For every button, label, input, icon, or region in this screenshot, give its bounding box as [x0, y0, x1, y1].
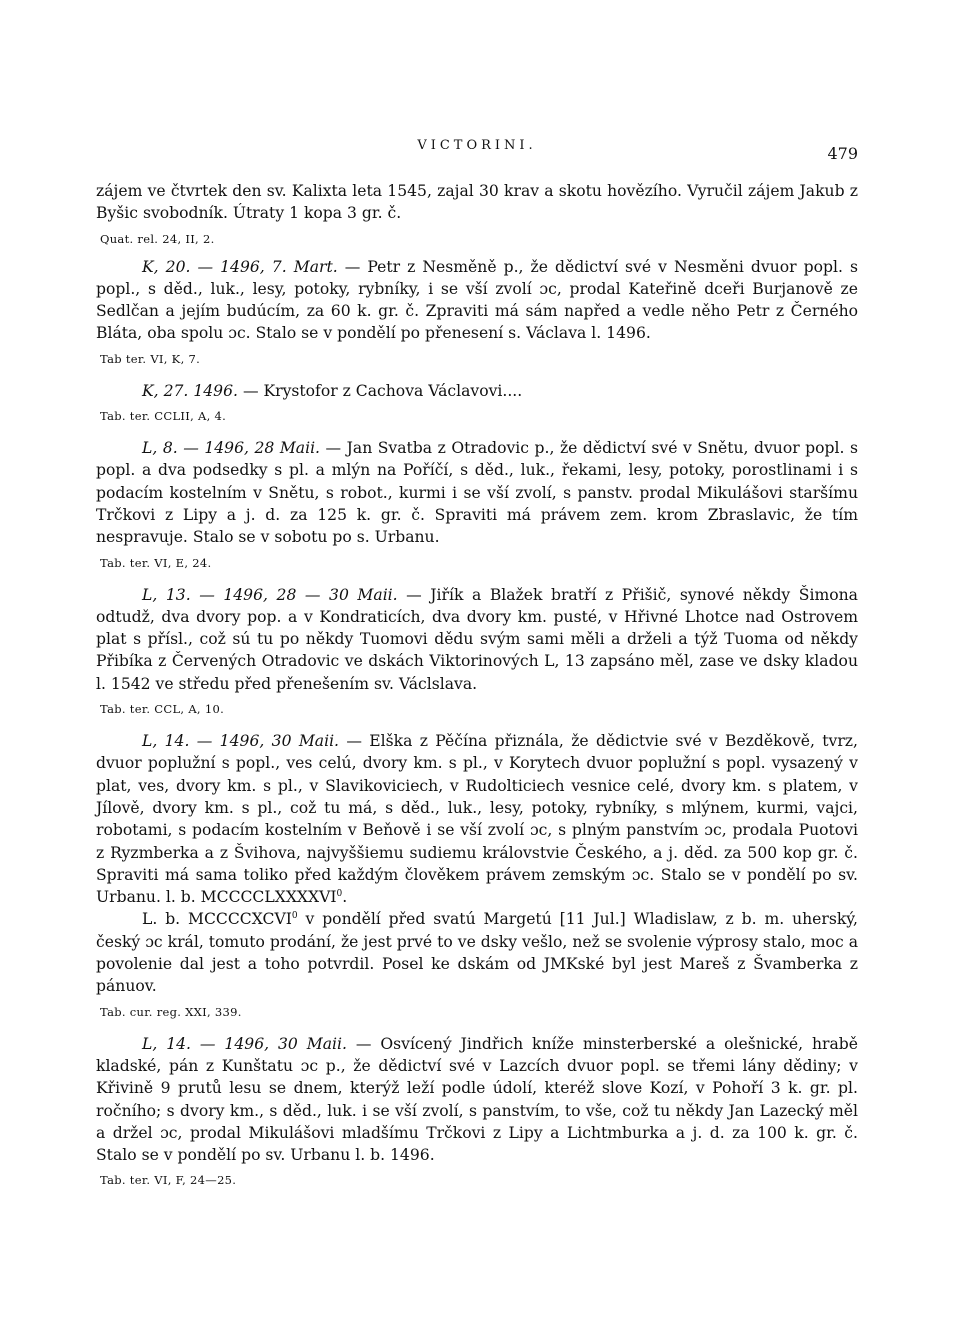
entry-reference: Quat. rel. 24, II, 2.: [100, 231, 215, 246]
entry-reference: Tab. ter. CCL, A, 10.: [100, 702, 225, 717]
entry-text: [96, 437, 858, 548]
entry: [96, 1033, 858, 1190]
entry-body: — Osvícený Jindřich kníže minsterberské a olešnické, hrabě kladské, pán z Kunštatu ɔc p., že dědictví své v Lazcích dvuor popl. se třemi lány dědiny; v Křivině 9 prutů lesu se dnem, kterýž leží podle údolí, kteréž slove Kozí, v Pohoří 3 k. gr. pl. ročního; s dvory km., s děd., luk. i se vší zvolí, s panstvím, to vše, což tu někdy Jan Lazecký měl a držel ɔc, prodal Mikulášovi mladšímu Trčkovi z Lipy a Lichtmburka a j. d. za 100 k. gr. č. Stalo se v pondělí po sv. Urbanu l. b. 1496.: [96, 1034, 859, 1165]
entry-reference: Tab. ter. VI, F, 24—25.: [100, 1173, 237, 1188]
entry-text: [96, 730, 858, 908]
entry-text: [96, 584, 858, 695]
continuation-start: L. b. MCCCCXCVI: [142, 910, 292, 929]
document-page: [96, 138, 858, 1189]
entry-heading: L, 14. — 1496, 30 Maii.: [142, 1034, 347, 1053]
entry-text: [96, 380, 858, 402]
entry: [96, 256, 858, 368]
entry-reference: Tab. cur. reg. XXI, 339.: [100, 1004, 242, 1019]
entry-body: — Elška z Pěčína přiznála, že dědictvie své v Bezděkově, tvrz, dvuor poplužní s popl., ves celú, dvory km. s pl., v Korytech dvuor poplužní s popl. vysazený v plat, ves, dvory km. s pl., v Slavikoviciech, v Rudolticiech vesnice celé, dvory km. s platem, v Jílově, dvory km. s pl., což tu má, s děd., luk., lesy, potoky, rybníky, s mlýnem, kurmi, vajci, robotami, s podacím kostelním v Beňově i se vší zvolí ɔc, s plným panstvím ɔc, prodala Puotovi z Ryzmberka a z Švihova, najvyššiemu sudiemu královstvie Českého, a j. děd. za 500 kop gr. č. Spraviti má sama toliko před každým člověkem právem zemským ɔc. Stalo se v pondělí po sv. Urbanu. l. b. MCCCCLXXXXVI: [96, 732, 858, 907]
continuation-body: v pondělí před svatú Margetú [11 Jul.] Wladislaw, z b. m. uherský, český ɔc král, tomuto prodání, že jest prvé to ve dsky vešlo, než se svolenie výprosy stalo, moc a povolenie dal jest a toho potvrdil. Posel ke dskám od JMKské byl jest Mareš z Švamberka z pánuov.: [96, 910, 858, 996]
entry-text: [96, 256, 858, 345]
superscript: 0: [336, 888, 343, 899]
entry-heading: K, 27. 1496.: [142, 381, 238, 400]
entry-reference: Tab ter. VI, K, 7.: [100, 351, 201, 366]
entry: [96, 180, 858, 248]
page-header: [96, 138, 858, 168]
entry-heading: K, 20. — 1496, 7. Mart.: [142, 257, 338, 276]
entry: [96, 380, 858, 425]
entry-text: [96, 1033, 858, 1167]
entry-heading: L, 13. — 1496, 28 — 30 Maii.: [142, 585, 398, 604]
entry-text: [96, 180, 858, 225]
entry: [96, 730, 858, 1021]
running-title: VICTORINI.: [417, 138, 537, 153]
entry: [96, 584, 858, 718]
page-number: 479: [827, 144, 858, 163]
entry-body-end: .: [342, 888, 348, 907]
entry-body: — Petr z Nesměně p., že dědictví své v Nesměni dvuor popl. s popl., s děd., luk., lesy, potoky, rybníky, i se vší zvolí ɔc, prodal Kateřině dceři Burjanově ze Sedlčan a jejím budúcím, za 60 k. gr. č. Zpraviti má sám napřed a vedle něho Petr z Černého Bláta, oba spolu ɔc. Stalo se v pondělí po přenesení s. Václava l. 1496.: [96, 257, 858, 343]
entry-body: zájem ve čtvrtek den sv. Kalixta leta 1545, zajal 30 krav a skotu hovězího. Vyručil zájem Jakub z Byšic svobodník. Útraty 1 kopa 3 gr. č.: [96, 182, 858, 223]
entry: [96, 437, 858, 571]
entry-body: — Jan Svatba z Otradovic p., že dědictví své v Snětu, dvuor popl. s popl. a dva podsedky s pl. a mlýn na Poříčí, s děd., luk., řekami, lesy, potoky, porostlinami i s podacím kostelním v Snětu, s robot., kurmi i se vší zvolí, s panstv. prodal Mikulášovi staršímu Trčkovi z Lipy a j. d. za 125 k. gr. č. Spraviti má právem zem. krom Zbraslavic, že tím nespravuje. Stalo se v sobotu po s. Urbanu.: [96, 439, 858, 547]
entry-body: — Jiřík a Blažek bratří z Přišič, synové někdy Šimona odtudž, dva dvory pop. a v Kondraticích, dva dvory km. pusté, v Hřivné Lhotce nad Ostrovem plat s přísl., což sú tu po někdy Tuomovi dědu svým sami měli a drželi a týž Tuoma od někdy Přibíka z Červených Otradovic ve dskách Viktorinových L, 13 zapsáno měl, zase ve dsky kladou l. 1542 ve středu před přenešením sv. Václslava.: [96, 585, 858, 693]
entry-reference: Tab. ter. CCLII, A, 4.: [100, 409, 227, 424]
entry-continuation: [96, 908, 858, 997]
entry-reference: Tab. ter. VI, E, 24.: [100, 555, 212, 570]
entry-heading: L, 14. — 1496, 30 Maii.: [142, 732, 340, 751]
entry-heading: L, 8. — 1496, 28 Maii.: [142, 439, 321, 458]
superscript: 0: [291, 911, 298, 922]
entry-body: — Krystofor z Cachova Václavovi....: [242, 381, 523, 400]
